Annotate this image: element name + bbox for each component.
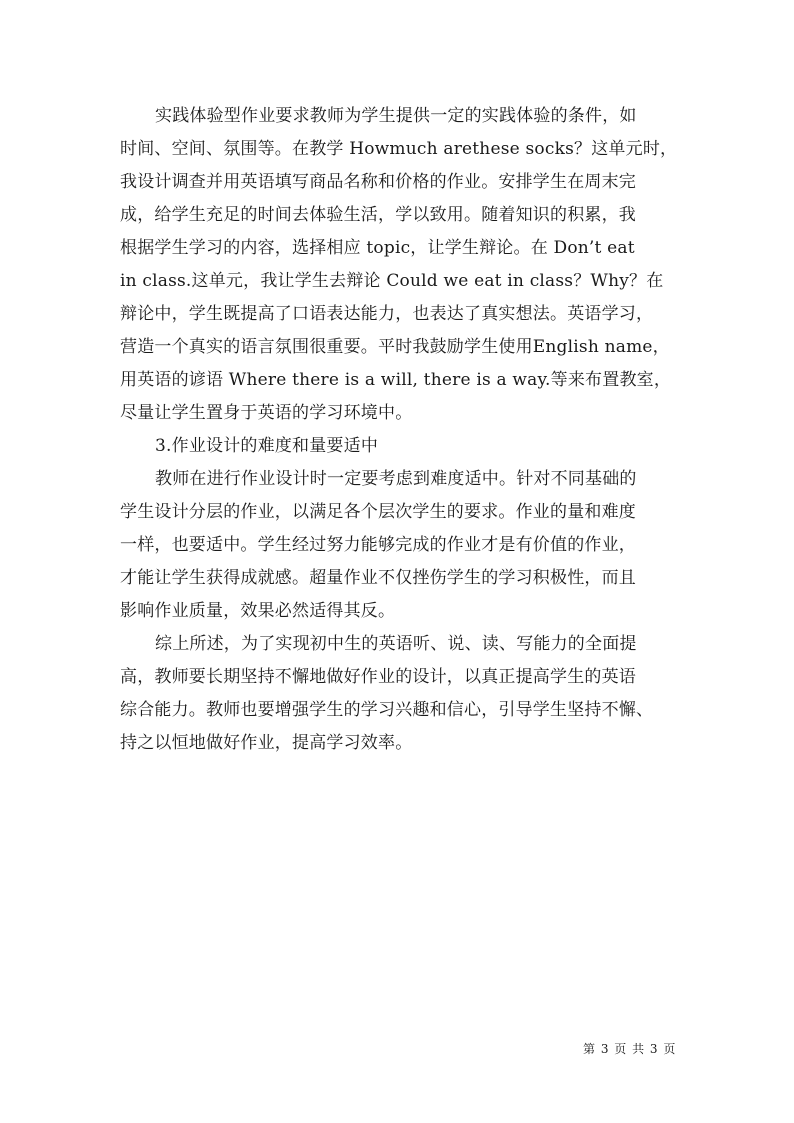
text-line: 成，给学生充足的时间去体验生活，学以致用。随着知识的积累，我: [120, 205, 636, 225]
section-heading: [120, 430, 680, 463]
text-line: 用英语的谚语 Where there is a will, there is a way.等来布置教室，: [120, 370, 672, 390]
document-body: [120, 100, 680, 760]
text-line: 实践体验型作业要求教师为学生提供一定的实践体验的条件，如: [155, 106, 637, 126]
text-line: 根据学生学习的内容，选择相应 topic，让学生辩论。在 Don’t eat: [120, 238, 635, 258]
text-line: 综上所述，为了实现初中生的英语听、说、读、写能力的全面提: [155, 634, 637, 654]
text-line: 辩论中，学生既提高了口语表达能力，也表达了真实想法。英语学习，: [120, 304, 654, 324]
text-line: 一样，也要适中。学生经过努力能够完成的作业才是有价值的作业，: [120, 535, 636, 555]
paragraph-difficulty: [120, 463, 680, 628]
text-line: 营造一个真实的语言氛围很重要。平时我鼓励学生使用English name，: [120, 337, 670, 357]
text-line: 持之以恒地做好作业，提高学习效率。: [120, 733, 413, 753]
text-line: 教师在进行作业设计时一定要考虑到难度适中。针对不同基础的: [155, 469, 637, 489]
text-line: 我设计调查并用英语填写商品名称和价格的作业。安排学生在周末完: [120, 172, 636, 192]
paragraph-conclusion: [120, 628, 680, 760]
page-number: 第 3 页 共 3 页: [583, 1042, 677, 1056]
text-line: 学生设计分层的作业，以满足各个层次学生的要求。作业的量和难度: [120, 502, 636, 522]
text-line: 综合能力。教师也要增强学生的学习兴趣和信心，引导学生坚持不懈、: [120, 700, 654, 720]
text-line: in class.这单元，我让学生去辩论 Could we eat in class？Why？在: [120, 271, 664, 291]
paragraph-practice: [120, 100, 680, 430]
heading-text: 3.作业设计的难度和量要适中: [155, 436, 379, 456]
text-line: 影响作业质量，效果必然适得其反。: [120, 601, 396, 621]
text-line: 尽量让学生置身于英语的学习环境中。: [120, 403, 413, 423]
text-line: 时间、空间、氛围等。在教学 Howmuch arethese socks？这单元时，: [120, 139, 678, 159]
text-line: 才能让学生获得成就感。超量作业不仅挫伤学生的学习积极性，而且: [120, 568, 636, 588]
text-line: 高，教师要长期坚持不懈地做好作业的设计，以真正提高学生的英语: [120, 667, 636, 687]
